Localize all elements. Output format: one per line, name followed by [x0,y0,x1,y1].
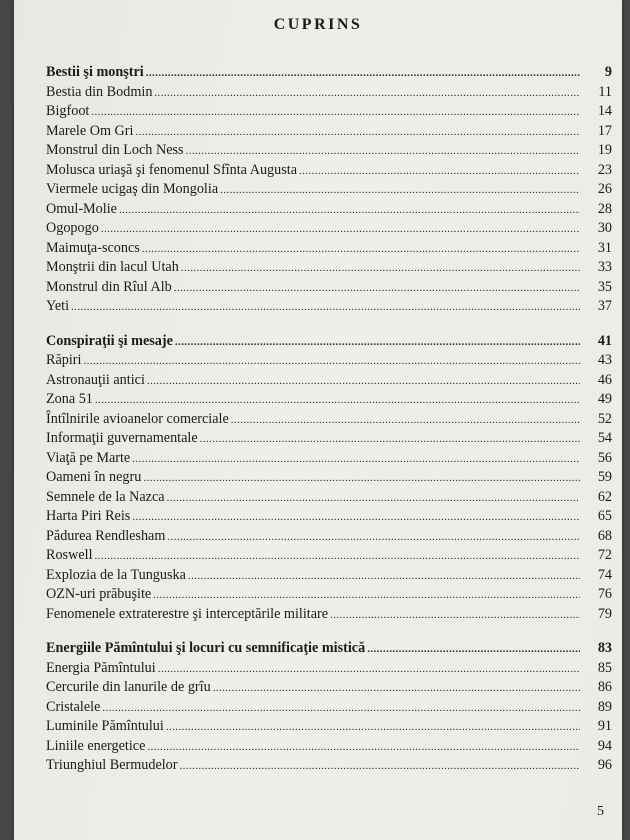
dot-leader [166,718,580,738]
toc-entry [46,527,614,547]
entry-page: 35 [597,278,612,295]
toc-entry [46,410,614,430]
dot-leader [95,391,580,411]
dot-leader [101,220,580,240]
entry-page: 9 [604,64,612,80]
entry-label: Bestii şi monştri [46,64,144,80]
entry-page: 49 [597,391,612,407]
entry-label: Harta Piri Reis [46,508,131,524]
entry-label: Maimuţa-sconcs [46,239,140,256]
dot-leader [200,430,580,450]
entry-page: 68 [597,527,612,544]
entry-label: OZN-uri prăbuşite [46,586,152,602]
dot-leader [147,738,580,758]
dot-leader [102,699,580,719]
toc-section-heading [46,332,614,352]
toc-entry [46,297,614,317]
toc-entry [46,468,614,488]
entry-label: Marele Om Gri [46,122,134,139]
toc-entry [46,180,614,200]
entry-page: 52 [597,410,612,427]
entry-page: 46 [597,371,612,388]
entry-label: Fenomenele extraterestre şi interceptările militare [46,605,329,622]
entry-label: Monştrii din lacul Utah [46,259,179,275]
toc-section-heading [46,63,614,83]
toc-entry [46,429,614,449]
dot-leader [188,567,580,587]
entry-page: 41 [597,332,612,349]
entry-page: 65 [597,508,612,524]
toc-entry [46,566,614,586]
dot-leader [143,469,580,489]
entry-page: 83 [597,640,612,656]
dot-leader [186,142,580,162]
entry-label: Monstrul din Loch Ness [46,142,184,158]
entry-page: 76 [597,586,612,602]
toc-entry [46,161,614,181]
entry-label: Triunghiul Bermudelor [46,757,178,773]
entry-label: Informaţii guvernamentale [46,430,198,446]
entry-label: Viaţă pe Marte [46,449,131,466]
entry-page: 72 [597,547,612,563]
entry-label: Cristalele [46,698,101,715]
entry-page: 14 [597,103,612,119]
toc-title: CUPRINS [273,16,363,33]
dot-leader [146,64,580,84]
dot-leader [83,352,580,372]
dot-leader [330,606,580,626]
entry-label: Explozia de la Tunguska [46,566,186,583]
toc-entry [46,258,614,278]
entry-label: Monstrul din Rîul Alb [46,278,172,295]
entry-label: Molusca uriaşă şi fenomenul Sfînta Augusta [46,161,297,178]
toc-entry [46,102,614,122]
dot-leader [142,240,580,260]
book-page [14,0,622,840]
entry-page: 54 [597,430,612,446]
dot-leader [181,259,580,279]
entry-page: 17 [597,122,612,139]
entry-label: Omul-Molie [46,200,117,217]
page-number: 5 [597,804,604,819]
dot-leader [174,279,580,299]
dot-leader [299,162,580,182]
entry-page: 79 [597,605,612,622]
dot-leader [231,411,580,431]
dot-leader [154,84,580,104]
entry-label: Ogopogo [46,220,99,236]
entry-label: Astronauţii antici [46,371,145,388]
toc-entry [46,390,614,410]
toc-entry [46,122,614,142]
toc-entry [46,141,614,161]
toc-entry [46,239,614,259]
toc-entry [46,488,614,508]
entry-page: 11 [598,83,612,100]
toc-section-earth-energies [46,639,614,776]
entry-page: 28 [597,200,612,217]
dot-leader [147,372,580,392]
dot-leader [167,489,580,509]
entry-page: 85 [597,659,612,676]
entry-page: 56 [597,449,612,466]
toc-section-heading [46,639,614,659]
toc-entry [46,717,614,737]
entry-label: Roswell [46,547,93,563]
toc-entry [46,756,614,776]
entry-label: Liniile energetice [46,737,146,754]
dot-leader [158,660,580,680]
entry-label: Cercurile din lanurile de grîu [46,679,211,695]
dot-leader [71,298,580,318]
entry-page: 33 [597,259,612,275]
entry-page: 62 [597,488,612,505]
entry-label: Energia Pămîntului [46,659,156,676]
toc-entry [46,83,614,103]
entry-label: Viermele ucigaş din Mongolia [46,181,219,197]
dot-leader [95,547,580,567]
entry-page: 86 [597,679,612,695]
entry-label: Oameni în negru [46,469,142,485]
toc-entry [46,698,614,718]
entry-page: 74 [597,566,612,583]
dot-leader [132,508,580,528]
dot-leader [220,181,580,201]
entry-page: 89 [597,698,612,715]
entry-page: 31 [597,239,612,256]
entry-page: 30 [597,220,612,236]
dot-leader [167,528,580,548]
toc-entry [46,449,614,469]
entry-label: Răpiri [46,352,82,368]
toc-entry [46,371,614,391]
toc-entry [46,219,614,239]
toc-entry [46,278,614,298]
toc-entry [46,659,614,679]
entry-page: 26 [597,181,612,197]
dot-leader [135,123,580,143]
dot-leader [367,640,580,660]
entry-label: Yeti [46,298,70,314]
table-of-contents [46,63,614,791]
entry-label: Bestia din Bodmin [46,83,153,100]
entry-label: Întîlnirile avioanelor comerciale [46,410,229,427]
toc-entry [46,546,614,566]
entry-page: 96 [597,757,612,773]
dot-leader [175,333,580,353]
entry-page: 23 [597,161,612,178]
dot-leader [153,586,580,606]
entry-label: Energiile Pămîntului şi locuri cu semnificaţie mistică [46,640,366,656]
toc-entry [46,507,614,527]
entry-label: Pădurea Rendlesham [46,527,166,544]
dot-leader [91,103,580,123]
dot-leader [180,757,581,777]
dot-leader [213,679,580,699]
toc-entry [46,351,614,371]
entry-page: 43 [597,352,612,368]
toc-entry [46,678,614,698]
entry-label: Bigfoot [46,103,90,119]
toc-section-beasts [46,63,614,317]
entry-label: Zona 51 [46,391,93,407]
entry-page: 59 [597,469,612,485]
entry-page: 37 [597,298,612,314]
toc-entry [46,737,614,757]
dot-leader [132,450,580,470]
toc-entry [46,200,614,220]
entry-label: Conspiraţii şi mesaje [46,332,173,349]
entry-page: 19 [597,142,612,158]
toc-entry [46,605,614,625]
toc-section-conspiracies [46,332,614,625]
entry-page: 94 [597,737,612,754]
dot-leader [119,201,580,221]
entry-page: 91 [597,718,612,734]
entry-label: Luminile Pămîntului [46,718,164,734]
entry-label: Semnele de la Nazca [46,488,165,505]
toc-entry [46,585,614,605]
